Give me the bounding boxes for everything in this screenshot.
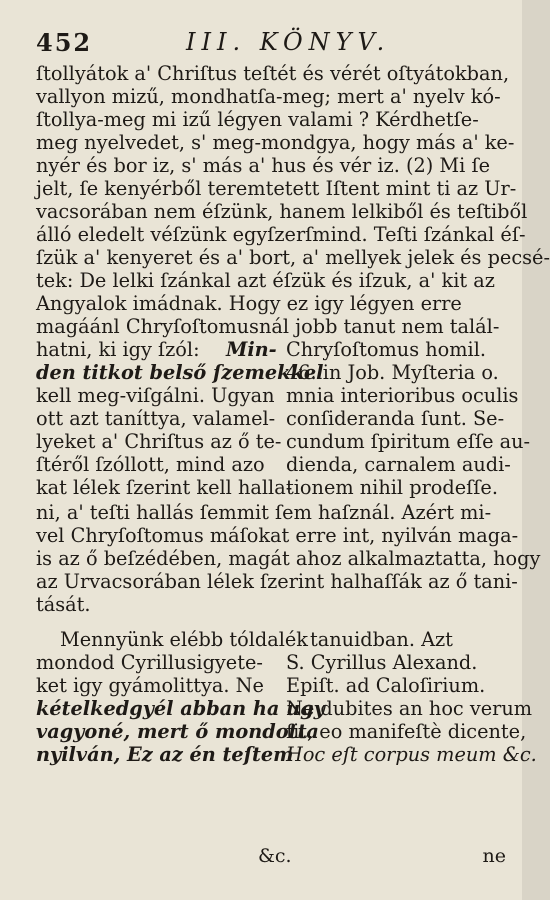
marginal-note-line: Ne dubites an hoc verum: [286, 697, 533, 720]
quote-line: kételkedgyél abban ha ugy: [36, 697, 325, 720]
marginal-note-line: tionem nihil prodeſſe.: [286, 476, 498, 499]
text-line: mondod Cyrillusigyete-: [36, 651, 263, 674]
text-line: ſtéről ſzóllott, mind azo: [36, 453, 265, 476]
text-line: álló eledelt véſzünk egyſzerſmind. Teſti ſzánkal éſ-: [36, 223, 526, 246]
marginal-note-line: conſideranda ſunt. Se-: [286, 407, 505, 430]
text-line: hatni, ki igy ſzól:: [36, 338, 200, 361]
text-line: Mennyünk elébb tóldalék: [60, 628, 308, 651]
marginal-note-line: ſit, eo manifeſtè dicente,: [286, 720, 527, 743]
text-line: ſtollyátok a' Chriſtus teſtét és vérét oſtyátokban,: [36, 62, 510, 85]
text-line: ni, a' teſti hallás ſemmit ſem haſznál. Azért mi-: [36, 501, 492, 524]
quote-line: nyilván, Ez az én teſtem: [36, 743, 294, 766]
marginal-note-line: S. Cyrillus Alexand.: [286, 651, 478, 674]
text-line: ſzük a' kenyeret és a' bort, a' mellyek jelek és pecsé-: [36, 246, 550, 269]
text-line: az Urvacsorában lélek ſzerint halhaſſák az ő tani-: [36, 570, 518, 593]
text-line: ſtollya-meg mi izű légyen valami ? Kérdhetſe-: [36, 108, 479, 131]
text-line: tanuidban. Azt: [310, 628, 453, 651]
text-line: tását.: [36, 593, 91, 616]
text-line: tek: De lelki ſzánkal azt éſzük és iſzuk, a' kit az: [36, 269, 495, 292]
page-number: 452: [36, 28, 93, 57]
text-line: is az ő beſzédében, magát ahoz alkalmaztatta, hogy: [36, 547, 541, 570]
text-line: Angyalok imádnak. Hogy ez igy légyen erre: [36, 292, 462, 315]
text-line: nyér és bor iz, s' más a' hus és vér iz. (2) Mi ſe: [36, 154, 490, 177]
catchword-right: ne: [482, 845, 506, 867]
quote-italic: den titkot belső ſzemekkel: [36, 361, 324, 384]
marginal-note-line: 46. in Job. Myſteria o.: [286, 361, 499, 384]
marginal-note-line: diendа, carnalem audi-: [286, 453, 511, 476]
marginal-note-line: Hoc eſt corpus meum &c.: [286, 743, 537, 766]
quote-line: Min-: [226, 338, 277, 361]
text-line: meg nyelvedet, s' meg-mondgya, hogy más a' ke-: [36, 131, 515, 154]
marginal-note-line: Epiſt. ad Caloſirium.: [286, 674, 486, 697]
page-footer: [36, 845, 506, 869]
quote-line: [36, 361, 324, 384]
marginal-note-line: mnia interioribus oculis: [286, 384, 519, 407]
marginal-note-line: cundum ſpiritum eſſe au-: [286, 430, 531, 453]
text-line: vallyon mizű, mondhatſa-meg; mert a' nyelv kó-: [36, 85, 501, 108]
text-line: jelt, ſe kenyérből teremtetett Iſtent mint ti az Ur-: [36, 177, 517, 200]
marginal-note-line: Chryſoſtomus homil.: [286, 338, 487, 361]
quote-line: kell meg-viſgálni. Ugyan: [36, 384, 275, 407]
text-line: magáánl Chryſoſtomusnál jobb tanut nem talál-: [36, 315, 500, 338]
running-title: III. KÖNYV.: [186, 28, 391, 56]
text-line: kat lélek ſzerint kell halla-: [36, 476, 293, 499]
catchword-left: &c.: [258, 845, 292, 867]
quote-line: vagyoné, mert ő mondotta: [36, 720, 319, 743]
text-line: ott azt taníttya, valamel-: [36, 407, 276, 430]
page-header: [36, 28, 502, 56]
text-line: vel Chryſoſtomus máſokat erre int, nyilván maga-: [36, 524, 519, 547]
text-line: ket igy gyámolittya. Ne: [36, 674, 264, 697]
text-line: vacsorában nem éſzünk, hanem lelkiből és teſtiből: [36, 200, 528, 223]
text-line: lyeket a' Chriſtus az ő te-: [36, 430, 282, 453]
